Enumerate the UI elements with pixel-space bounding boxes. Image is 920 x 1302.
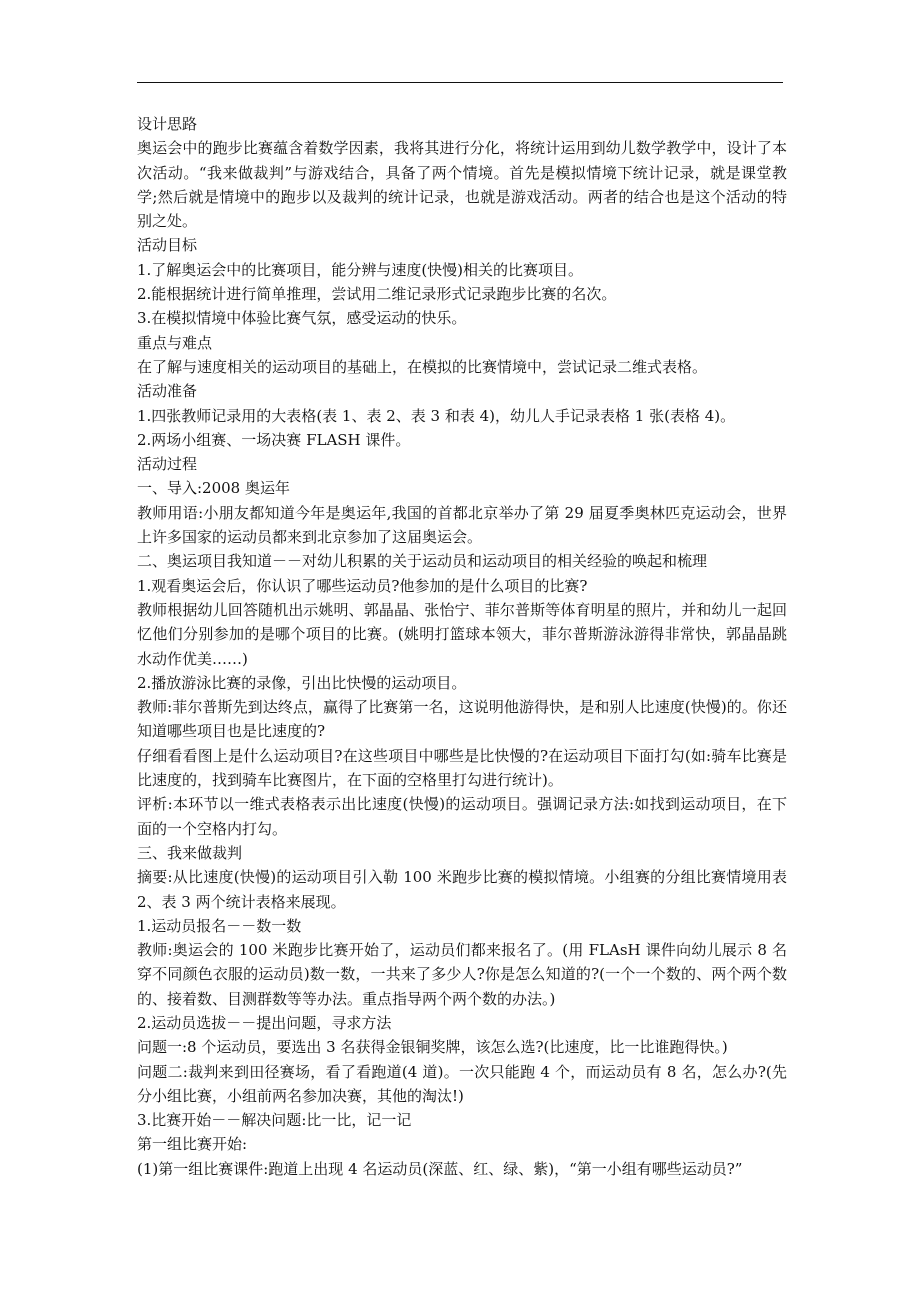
paragraph: 1.观看奥运会后，你认识了哪些运动员?他参加的是什么项目的比赛?	[137, 576, 588, 595]
paragraph: 第一组比赛开始:	[137, 1135, 248, 1154]
paragraph: 活动准备	[137, 382, 198, 401]
paragraph: 教师根据幼儿回答随机出示姚明、郭晶晶、张怡宁、菲尔普斯等体育明星的照片，并和幼儿一起回忆他们分别参加的是哪个项目的比赛。(姚明打篮球本领大，菲尔普斯游泳游得非常快，郭晶晶跳水动作优美……)	[137, 600, 787, 668]
paragraph: (1)第一组比赛课件:跑道上出现 4 名运动员(深蓝、红、绿、紫)，“第一小组有哪些运动员?”	[137, 1159, 743, 1178]
paragraph: 仔细看看图上是什么运动项目?在这些项目中哪些是比快慢的?在运动项目下面打勾(如:骑车比赛是比速度的，找到骑车比赛图片，在下面的空格里打勾进行统计)。	[137, 746, 787, 790]
document-body	[137, 112, 787, 1181]
paragraph: 1.运动员报名－－数一数	[137, 916, 302, 935]
paragraph: 重点与难点	[137, 333, 213, 352]
paragraph: 三、我来做裁判	[137, 843, 243, 862]
paragraph: 问题二:裁判来到田径赛场，看了看跑道(4 道)。一次只能跑 4 个，而运动员有 8 名，怎么办?(先分小组比赛，小组前两名参加决赛，其他的淘汰!)	[137, 1062, 787, 1105]
paragraph: 二、奥运项目我知道－－对幼儿积累的关于运动员和运动项目的相关经验的唤起和梳理	[137, 552, 708, 571]
paragraph: 3.比赛开始－－解决问题:比一比，记一记	[137, 1111, 412, 1130]
paragraph: 活动目标	[137, 236, 198, 255]
paragraph: 2.运动员选拔－－提出问题，寻求方法	[137, 1013, 392, 1032]
paragraph: 摘要:从比速度(快慢)的运动项目引入勒 100 米跑步比赛的模拟情境。小组赛的分组比赛情境用表 2、表 3 两个统计表格来展现。	[137, 868, 787, 911]
paragraph: 问题一:8 个运动员，要选出 3 名获得金银铜奖牌，该怎么选?(比速度，比一比谁跑得快。)	[137, 1038, 728, 1057]
paragraph: 3.在模拟情境中体验比赛气氛，感受运动的快乐。	[137, 309, 467, 328]
paragraph: 奥运会中的跑步比赛蕴含着数学因素，我将其进行分化，将统计运用到幼儿数学教学中，设计了本次活动。“我来做裁判”与游戏结合，具备了两个情境。首先是模拟情境下统计记录，就是课堂教学;然后就是情境中的跑步以及裁判的统计记录，也就是游戏活动。两者的结合也是这个活动的特别之处。	[137, 139, 787, 231]
paragraph: 2.播放游泳比赛的录像，引出比快慢的运动项目。	[137, 673, 467, 692]
paragraph: 活动过程	[137, 455, 198, 474]
paragraph: 一、导入:2008 奥运年	[137, 479, 290, 498]
paragraph: 教师:奥运会的 100 米跑步比赛开始了，运动员们都来报名了。(用 FLAsH 课件向幼儿展示 8 名穿不同颜色衣服的运动员)数一数，一共来了多少人?你是怎么知道的?(一个一个数的、两个两个数的、接着数、目测群数等等办法。重点指导两个两个数的办法。)	[137, 941, 787, 1008]
paragraph: 教师:菲尔普斯先到达终点，赢得了比赛第一名，这说明他游得快，是和别人比速度(快慢)的。你还知道哪些项目也是比速度的?	[137, 698, 787, 741]
paragraph: 1.了解奥运会中的比赛项目，能分辨与速度(快慢)相关的比赛项目。	[137, 260, 584, 279]
paragraph: 1.四张教师记录用的大表格(表 1、表 2、表 3 和表 4)，幼儿人手记录表格 1 张(表格 4)。	[137, 406, 736, 425]
paragraph: 在了解与速度相关的运动项目的基础上，在模拟的比赛情境中，尝试记录二维式表格。	[137, 357, 708, 376]
paragraph: 教师用语:小朋友都知道今年是奥运年,我国的首都北京举办了第 29 届夏季奥林匹克运动会，世界上许多国家的运动员都来到北京参加了这届奥运会。	[137, 503, 787, 547]
paragraph: 2.能根据统计进行简单推理，尝试用二维记录形式记录跑步比赛的名次。	[137, 285, 617, 304]
paragraph: 设计思路	[137, 115, 198, 133]
paragraph: 评析:本环节以一维式表格表示出比速度(快慢)的运动项目。强调记录方法:如找到运动项目，在下面的一个空格内打勾。	[137, 795, 787, 838]
header-rule	[137, 82, 783, 83]
paragraph: 2.两场小组赛、一场决赛 FLASH 课件。	[137, 430, 411, 449]
